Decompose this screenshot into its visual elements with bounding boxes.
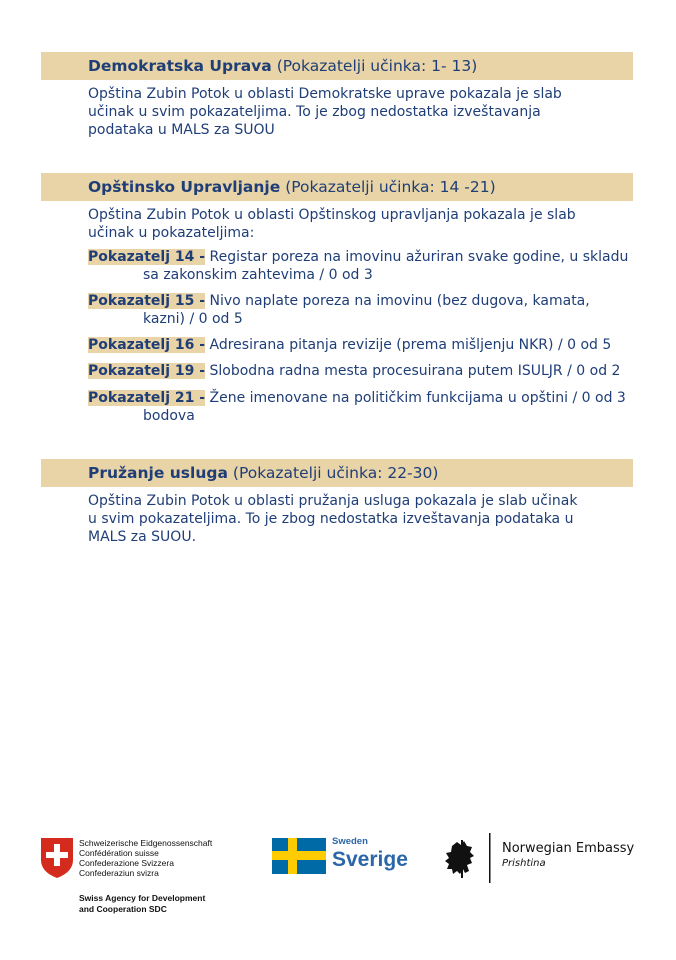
indicator-text-continued: sa zakonskim zahtevima / 0 od 3 — [143, 267, 373, 283]
indicator-text-continued: kazni) / 0 od 5 — [143, 311, 243, 327]
section-subtitle: (Pokazatelji učinka: 14 -21) — [285, 178, 496, 196]
text-line: Schweizerische Eidgenossenschaft — [79, 838, 213, 848]
indicator-text: Slobodna radna mesta procesuirana putem ISULJR / 0 od 2 — [209, 363, 621, 379]
text-line: Confederaziun svizra — [79, 868, 159, 878]
swiss-confederation-text — [79, 838, 212, 878]
text-line: Opština Zubin Potok u oblasti Demokratske uprave pokazala je slab — [88, 86, 562, 102]
section-title: Opštinsko Upravljanje — [88, 178, 281, 196]
norway-embassy-city: Prishtina — [502, 858, 546, 869]
indicator-label: Pokazatelj 19 - — [88, 363, 206, 379]
section-title: Pružanje usluga — [88, 464, 228, 482]
text-line: Opština Zubin Potok u oblasti pružanja usluga pokazala je slab učinak — [88, 493, 578, 509]
text-line: Swiss Agency for Development — [79, 893, 206, 903]
text-line: and Cooperation SDC — [79, 904, 167, 914]
section-paragraph — [88, 85, 633, 139]
swiss-cross-vertical — [54, 844, 60, 866]
section-subtitle: (Pokazatelji učinka: 1- 13) — [276, 57, 478, 75]
sweden-flag-icon — [272, 838, 326, 874]
swiss-cross-horizontal — [46, 852, 68, 858]
indicator-text-continued: bodova — [143, 408, 195, 424]
indicator-item — [88, 292, 633, 328]
text-line: Confédération suisse — [79, 848, 159, 858]
section-header-opstinsko-upravljanje — [41, 173, 633, 201]
norway-logo-text — [502, 840, 634, 871]
indicator-item — [88, 336, 633, 354]
text-line: podataka u MALS za SUOU — [88, 122, 275, 138]
text-line: u svim pokazateljima. To je zbog nedostatka izveštavanja podataka u — [88, 511, 574, 527]
norway-divider — [489, 833, 491, 883]
indicator-item — [88, 389, 633, 425]
sweden-flag-cross-v — [288, 838, 297, 874]
section-header-pruzanje-usluga — [41, 459, 633, 487]
indicator-label: Pokazatelj 15 - — [88, 293, 206, 309]
text-line: MALS za SUOU. — [88, 529, 197, 545]
sweden-large-text: Sverige — [332, 848, 408, 871]
indicator-text: Žene imenovane na političkim funkcijama u opštini / 0 od 3 — [209, 390, 626, 406]
sweden-small-text: Sweden — [332, 836, 368, 847]
text-line: učinak u pokazateljima: — [88, 225, 255, 241]
sweden-logo-text — [332, 836, 408, 872]
sweden-flag-cross-h — [272, 851, 326, 860]
text-line: Confederazione Svizzera — [79, 858, 174, 868]
indicator-item — [88, 248, 633, 284]
section-title: Demokratska Uprava — [88, 57, 272, 75]
section-subtitle: (Pokazatelji učinka: 22-30) — [232, 464, 439, 482]
indicator-text: Adresirana pitanja revizije (prema mišljenju NKR) / 0 od 5 — [209, 337, 612, 353]
indicator-label: Pokazatelj 21 - — [88, 390, 206, 406]
text-line: učinak u svim pokazateljima. To je zbog nedostatka izveštavanja — [88, 104, 541, 120]
norway-embassy-name: Norwegian Embassy — [502, 841, 635, 856]
indicator-text: Registar poreza na imovinu ažuriran svake godine, u skladu — [209, 249, 629, 265]
swiss-agency-text — [79, 893, 205, 915]
section-header-demokratska-uprava — [41, 52, 633, 80]
indicator-label: Pokazatelj 14 - — [88, 249, 206, 265]
indicator-item — [88, 362, 633, 380]
text-line: Opština Zubin Potok u oblasti Opštinskog upravljanja pokazala je slab — [88, 207, 576, 223]
swiss-shield-icon — [41, 838, 73, 878]
section-paragraph — [88, 206, 633, 242]
indicator-label: Pokazatelj 16 - — [88, 337, 206, 353]
norway-lion-icon — [445, 840, 474, 878]
section-paragraph — [88, 492, 633, 546]
indicator-text: Nivo naplate poreza na imovinu (bez dugova, kamata, — [209, 293, 590, 309]
